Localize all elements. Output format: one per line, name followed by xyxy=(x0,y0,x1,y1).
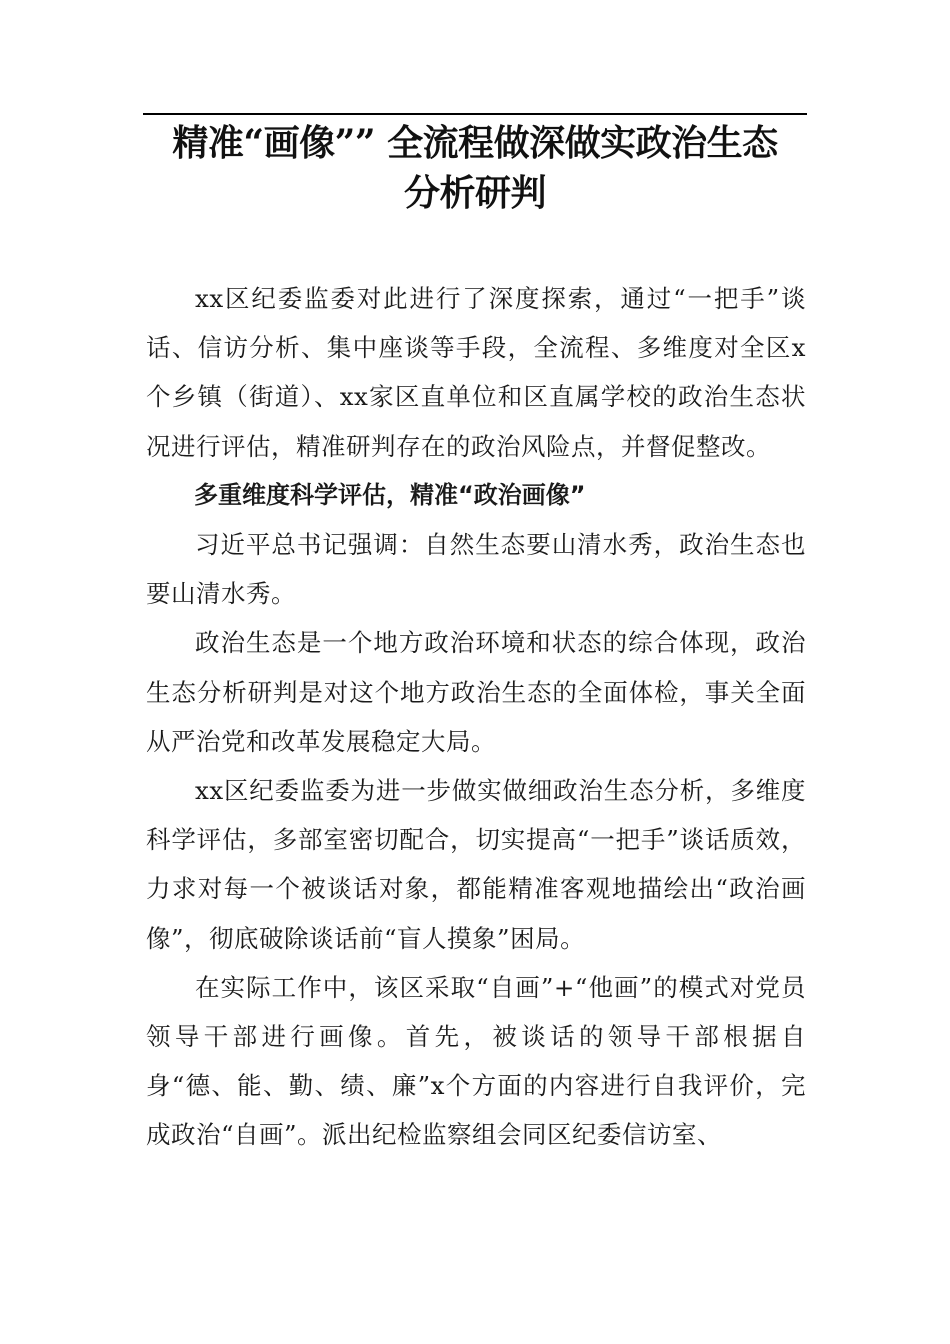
title-line-1: 精准“画像”” 全流程做深做实政治生态 xyxy=(172,122,778,164)
body-paragraph: 在实际工作中，该区采取“自画”+“他画”的模式对党员领导干部进行画像。首先，被谈话的领导干部根据自身“德、能、勤、绩、廉”x个方面的内容进行自我评价，完成政治“自画”。派出纪检监察组会同区纪委信访室、 xyxy=(146,972,806,1150)
body-paragraph: xx区纪委监委对此进行了深度探索，通过“一把手”谈话、信访分析、集中座谈等手段，全流程、多维度对全区x个乡镇（街道）、xx家区直单位和区直属学校的政治生态状况进行评估，精准研判存在的政治风险点，并督促整改。 xyxy=(146,284,806,461)
document-body xyxy=(146,274,806,1160)
section-heading: 多重维度科学评估，精准“政治画像” xyxy=(194,480,586,509)
header-rule xyxy=(143,113,807,115)
body-paragraph: 政治生态是一个地方政治环境和状态的综合体现，政治生态分析研判是对这个地方政治生态的全面体检，事关全面从严治党和改革发展稳定大局。 xyxy=(146,628,806,756)
body-paragraph: xx区纪委监委为进一步做实做细政治生态分析，多维度科学评估，多部室密切配合，切实提高“一把手”谈话质效，力求对每一个被谈话对象，都能精准客观地描绘出“政治画像”，彻底破除谈话前“盲人摸象”困局。 xyxy=(146,776,806,953)
body-paragraph: 习近平总书记强调：自然生态要山清水秀，政治生态也要山清水秀。 xyxy=(146,530,806,609)
title-line-2: 分析研判 xyxy=(403,172,546,214)
document-title xyxy=(143,118,807,218)
